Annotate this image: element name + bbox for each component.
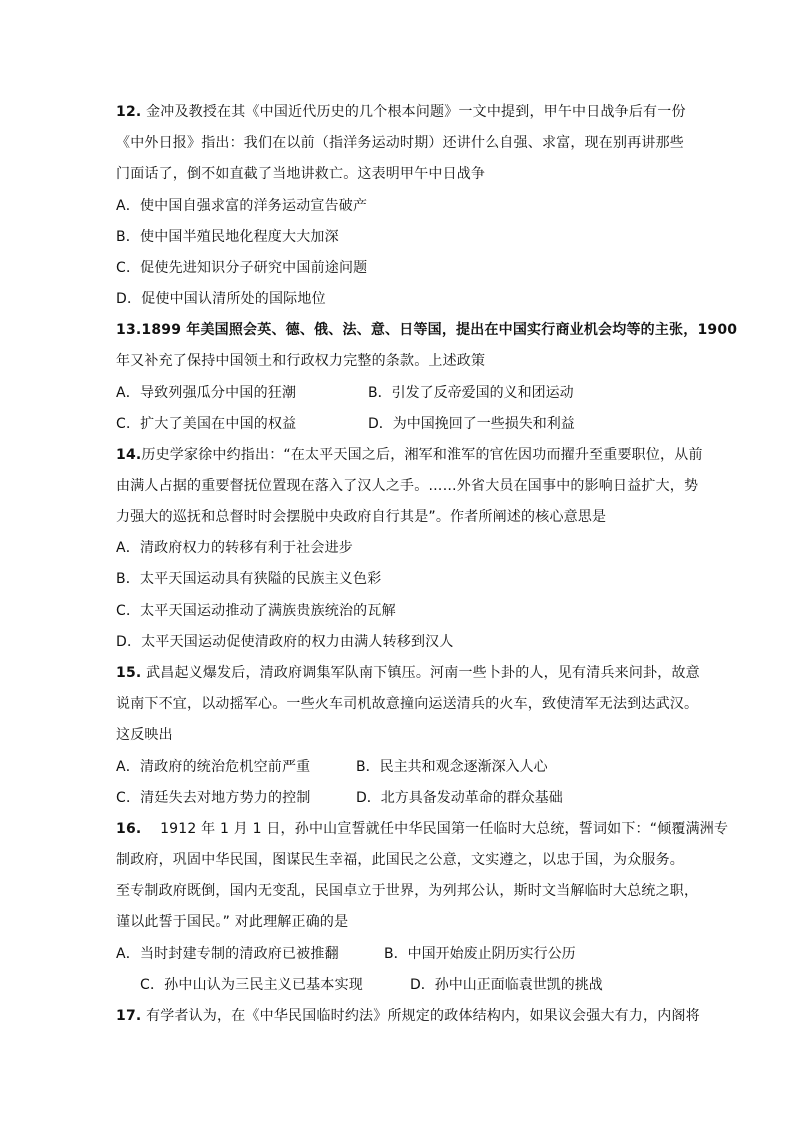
- question-16-line-1: [116, 819, 728, 839]
- question-16-option-c: C．孙中山认为三民主义已基本实现: [140, 977, 363, 993]
- question-16-stem-4: 谨以此誓于国民。” 对此理解正确的是: [116, 914, 349, 930]
- question-12-option-d: D．促使中国认清所处的国际地位: [116, 291, 326, 307]
- question-16-stem-1: 1912 年 1 月 1 日，孙中山宣誓就任中华民国第一任临时大总统，誓词如下：“倾覆满洲专: [160, 821, 729, 837]
- question-12-option-a: A．使中国自强求富的洋务运动宣告破产: [116, 198, 368, 214]
- question-13-stem-1: 1899 年美国照会英、德、俄、法、意、日等国，提出在中国实行商业机会均等的主张，1900: [141, 322, 738, 338]
- question-13-line-1: [116, 320, 737, 340]
- question-12-stem-2: 《中外日报》指出：我们在以前（指洋务运动时期）还讲什么自强、求富，现在别再讲那些: [116, 135, 684, 151]
- question-16-stem-2: 制政府，巩固中华民国，图谋民生幸福，此国民之公意，文实遵之，以忠于国，为众服务。: [116, 852, 684, 868]
- question-13-option-a: A．导致列强瓜分中国的狂潮: [116, 385, 297, 401]
- question-17-line-1: [116, 1006, 700, 1026]
- question-17-stem-1: 有学者认为，在《中华民国临时约法》所规定的政体结构内，如果议会强大有力，内阁将: [146, 1008, 700, 1024]
- question-15-stem-3: 这反映出: [116, 727, 173, 743]
- question-15-option-d: D．北方具备发动革命的群众基础: [356, 790, 563, 806]
- question-14-option-b: B．太平天国运动具有狭隘的民族主义色彩: [116, 571, 382, 587]
- question-12-number: 12.: [116, 104, 142, 120]
- question-12-option-c: C．促使先进知识分子研究中国前途问题: [116, 260, 368, 276]
- question-15-stem-1: 武昌起义爆发后，清政府调集军队南下镇压。河南一些卜卦的人，见有清兵来问卦，故意: [146, 665, 700, 681]
- question-15-option-a: A．清政府的统治危机空前严重: [116, 759, 311, 775]
- question-15-option-b: B．民主共和观念逐渐深入人心: [356, 759, 548, 775]
- question-16-option-a: A．当时封建专制的清政府已被推翻: [116, 946, 339, 962]
- question-14-stem-3: 力强大的巡抚和总督时时会摆脱中央政府自行其是”。作者所阐述的核心意思是: [116, 509, 607, 525]
- question-14-stem-1: 历史学家徐中约指出：“在太平天国之后，湘军和淮军的官佐因功而擢升至重要职位，从前: [141, 447, 703, 463]
- question-14-stem-2: 由满人占据的重要督抚位置现在落入了汉人之手。……外省大员在国事中的影响日益扩大，势: [116, 478, 699, 494]
- question-14-option-c: C．太平天国运动推动了满族贵族统治的瓦解: [116, 603, 396, 619]
- question-16-option-b: B．中国开始废止阴历实行公历: [384, 946, 576, 962]
- question-16-stem-3: 至专制政府既倒，国内无变乱，民国卓立于世界，为列邦公认，斯时文当解临时大总统之职，: [116, 883, 699, 899]
- question-12-option-b: B．使中国半殖民地化程度大大加深: [116, 229, 339, 245]
- question-17-number: 17.: [116, 1008, 142, 1024]
- question-15-line-1: [116, 663, 700, 683]
- question-15-number: 15.: [116, 665, 142, 681]
- question-14-option-d: D．太平天国运动促使清政府的权力由满人转移到汉人: [116, 634, 454, 650]
- question-12-stem-1: 金冲及教授在其《中国近代历史的几个根本问题》一文中提到，甲午中日战争后有一份: [146, 104, 686, 120]
- question-13-option-b: B．引发了反帝爱国的义和团运动: [368, 385, 574, 401]
- question-13-stem-2: 年又补充了保持中国领土和行政权力完整的条款。上述政策: [116, 353, 486, 369]
- question-15-option-c: C．清廷失去对地方势力的控制: [116, 790, 311, 806]
- question-12-stem-3: 门面话了，倒不如直截了当地讲救亡。这表明甲午中日战争: [116, 166, 486, 182]
- question-16-option-d: D．孙中山正面临袁世凯的挑战: [410, 977, 603, 993]
- question-15-stem-2: 说南下不宜，以动摇军心。一些火车司机故意撞向运送清兵的火车，致使清军无法到达武汉。: [116, 696, 699, 712]
- question-12-line-1: [116, 102, 686, 122]
- question-16-number: 16.: [116, 821, 142, 837]
- question-14-option-a: A．清政府权力的转移有利于社会进步: [116, 540, 353, 556]
- question-13-option-d: D．为中国挽回了一些损失和利益: [368, 416, 575, 432]
- question-13-number: 13.: [116, 322, 142, 338]
- question-13-option-c: C．扩大了美国在中国的权益: [116, 416, 297, 432]
- question-14-number: 14.: [116, 447, 142, 463]
- question-14-line-1: [116, 445, 703, 465]
